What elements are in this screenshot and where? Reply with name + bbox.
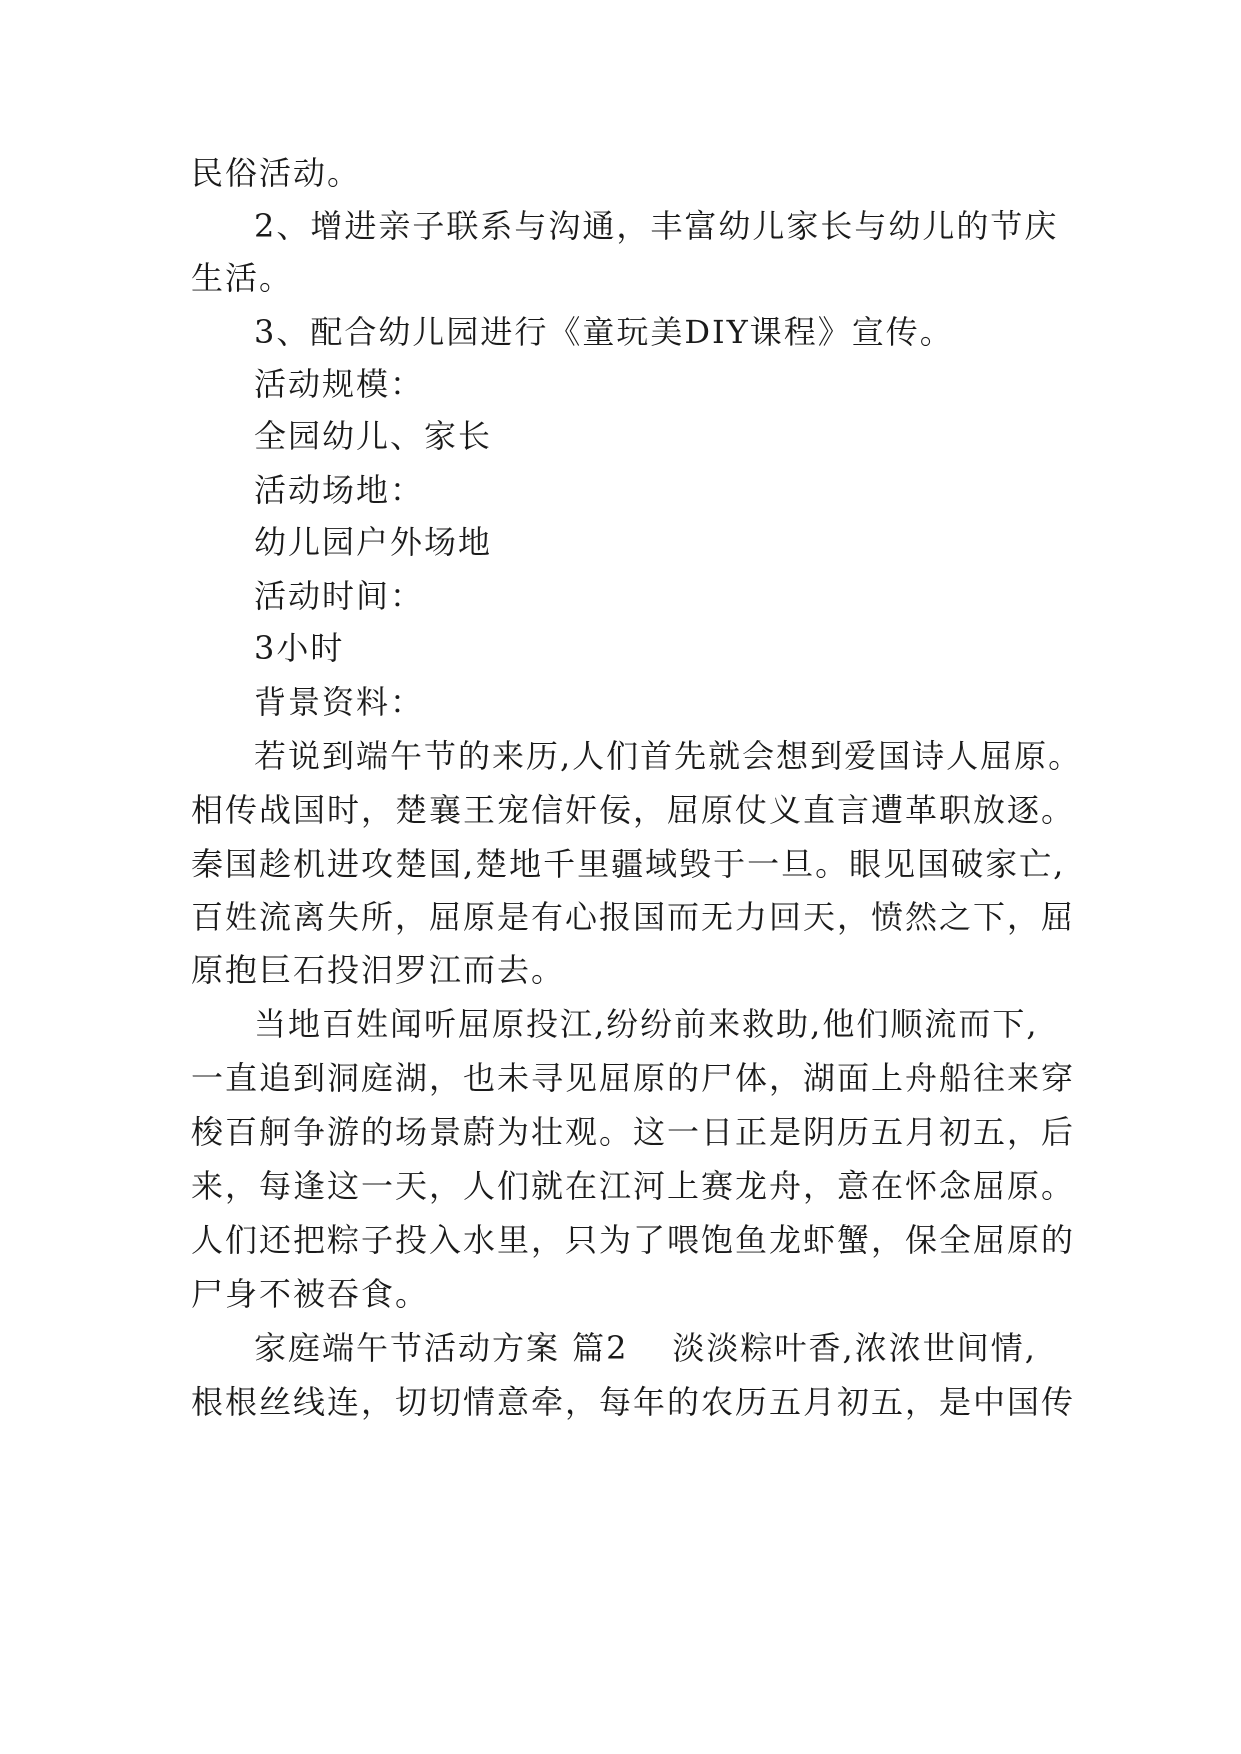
paragraph-line: 百姓流离失所，屈原是有心报国而无力回天，愤然之下，屈 (191, 898, 1076, 936)
paragraph-line: 相传战国时，楚襄王宠信奸佞，屈原仗义直言遭革职放逐。 (191, 791, 1076, 829)
paragraph-line: 来，每逢这一天，人们就在江河上赛龙舟，意在怀念屈原。 (191, 1167, 1076, 1205)
paragraph-line: 原抱巨石投汨罗江而去。 (191, 951, 566, 989)
section-value: 幼儿园户外场地 (254, 523, 493, 561)
paragraph-line: 3、配合幼儿园进行《童玩美DIY课程》宣传。 (254, 313, 954, 351)
paragraph-line: 生活。 (191, 259, 294, 297)
section-title: 家庭端午节活动方案 篇2 (254, 1329, 629, 1367)
paragraph-line: 根根丝线连，切切情意牵，每年的农历五月初五，是中国传 (191, 1383, 1076, 1421)
section-value: 3小时 (254, 629, 345, 667)
section-label: 活动规模： (254, 365, 425, 403)
paragraph-line: 一直追到洞庭湖，也未寻见屈原的尸体，湖面上舟船往来穿 (191, 1059, 1076, 1097)
paragraph-line: 当地百姓闻听屈原投江,纷纷前来救助,他们顺流而下, (254, 1005, 1039, 1043)
paragraph-line: 若说到端午节的来历,人们首先就会想到爱国诗人屈原。 (254, 737, 1083, 775)
section-heading-line (254, 1328, 1037, 1368)
paragraph-line: 人们还把粽子投入水里，只为了喂饱鱼龙虾蟹，保全屈原的 (191, 1221, 1076, 1259)
paragraph-line: 尸身不被吞食。 (191, 1275, 430, 1313)
section-value: 全园幼儿、家长 (254, 417, 493, 455)
section-label: 背景资料： (254, 683, 425, 721)
section-label: 活动时间： (254, 577, 425, 615)
paragraph-line: 秦国趁机进攻楚国,楚地千里疆域毁于一旦。眼见国破家亡, (191, 845, 1066, 883)
paragraph-line: 梭百舸争游的场景蔚为壮观。这一日正是阴历五月初五，后 (191, 1113, 1076, 1151)
section-label: 活动场地： (254, 471, 425, 509)
section-title-continuation: 淡淡粽叶香,浓浓世间情, (672, 1329, 1037, 1367)
paragraph-line: 2、增进亲子联系与沟通，丰富幼儿家长与幼儿的节庆 (254, 207, 1059, 245)
paragraph-line: 民俗活动。 (191, 154, 362, 192)
